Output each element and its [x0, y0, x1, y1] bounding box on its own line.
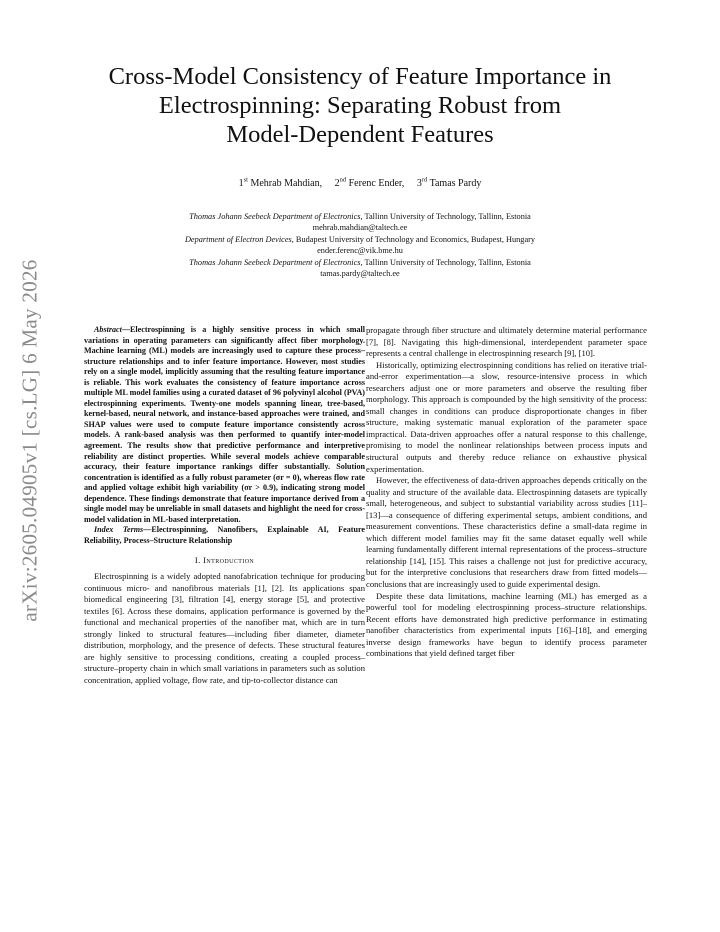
abstract-label: Abstract — [94, 325, 122, 334]
body-paragraph: However, the effectiveness of data-driven approaches depends critically on the quality and structure of the available data. Electrospinning datasets are typically small, heterogeneous, and subject to substantial variability across studies [11]–[13]—a consequence of differing experimental setups, ambient conditions, and measurement conventions. These characteristics define a small-data regime in which different model families may fit the same dataset equally well while learning fundamentally different internal representations of the process–structure relationship [14], [15]. This raises a challenge not just for predictive accuracy, but for the interpretive conclusions that researchers draw from fitted models—conclusions that are increasingly used to guide experimental design. — [366, 475, 647, 590]
right-column — [366, 325, 647, 660]
arxiv-watermark — [10, 205, 50, 675]
abstract — [84, 325, 365, 525]
title-line: Electrospinning: Separating Robust from — [158, 92, 562, 119]
affiliation-email: mehrab.mahdian@taltech.ee — [312, 223, 408, 233]
left-column — [84, 325, 365, 687]
affiliation: Department of Electron Devices, Budapest University of Technology and Economics, Budapest, Hungary — [184, 234, 536, 244]
abstract-text: —Electrospinning is a highly sensitive process in which small variations in operating parameters can significantly affect fiber morphology. Machine learning (ML) models are increasingly used to capture these process–structure relationships and to infer feature importance. However, most studies rely on a single model, implicitly assuming that the resulting feature importance is reliable. This work evaluates the consistency of feature importance across multiple ML model families using a curated dataset of 96 polyvinyl alcohol (PVA) electrospinning experiments. Twenty-one models spanning linear, tree-based, kernel-based, neural network, and instance-based approaches were trained, and SHAP values were used to compute feature importance consistently across models. A rank-based analysis was then performed to quantify inter-model agreement. The results show that predictive performance and interpretive reliability are distinct properties. While several models achieve comparable accuracy, their feature importance rankings differ substantially. Solution concentration is identified as a fully robust parameter (σr = 0), whereas flow rate and applied voltage exhibit high variability (σr > 0.9), indicating strong model dependence. These findings demonstrate that feature importance derived from a single model may be unreliable in small datasets and highlight the need for cross-model validation in ML-based interpretation. — [84, 325, 365, 524]
index-terms-text: —Electrospinning, Nanofibers, Explainable AI, Feature Reliability, Process–Structure Relationship — [84, 525, 366, 545]
author: 3rd Tamas Pardy — [416, 177, 482, 190]
author: 2nd Ferenc Ender, — [334, 177, 405, 190]
body-paragraph: propagate through fiber structure and ultimately determine material performance [7], [8]. Navigating this high-dimensional, interdependent parameter space represents a central challenge in electrospinning research [9], [10]. — [366, 325, 647, 359]
body-paragraph: Despite these data limitations, machine learning (ML) has emerged as a powerful tool for modeling electrospinning process–structure relationships. Recent efforts have demonstrated high predictive performance in estimating nanofiber characteristics from experimental inputs [16]–[18], and emerging inverse design frameworks have begun to identify process parameter combinations that yield defined target fiber — [366, 590, 647, 659]
author: 1st Mehrab Mahdian, — [238, 177, 323, 190]
title-line: Model-Dependent Features — [226, 121, 494, 148]
section-heading: I. Introduction — [194, 555, 255, 566]
affiliation-email: tamas.pardy@taltech.ee — [320, 269, 400, 279]
body-paragraph: Electrospinning is a widely adopted nanofabrication technique for producing continuous micro- and nanofibrous materials [1], [2]. Its applications span biomedical engineering [3], filtration [4], energy storage [5], and protective textiles [6]. Across these domains, application performance is governed by the functional and mechanical properties of the nanofiber mat, which are in turn strongly linked to structural features—including fiber diameter, diameter distribution, morphology, and the presence of defects. These structural features are highly sensitive to processing conditions, creating a coupled process–structure–property chain in which small variations in parameters such as solution concentration, applied voltage, flow rate, and tip-to-collector distance can — [84, 571, 365, 685]
body-paragraph: Historically, optimizing electrospinning conditions has relied on iterative trial-and-error experimentation—a slow, resource-intensive process in which researchers adjust one or more parameters and observe the resulting fiber morphology. This approach is compounded by the high sensitivity of the process: small changes in conditions can produce disproportionate changes in fiber structure, making systematic manual exploration of the parameter space impractical. Data-driven approaches offer a natural response to this challenge, promising to model the nonlinear relationships between process inputs and structural outputs and thereby reduce reliance on exhaustive physical experimentation. — [366, 359, 647, 474]
affiliations — [70, 211, 650, 279]
affiliation: Thomas Johann Seebeck Department of Electronics, Tallinn University of Technology, Tallinn, Estonia — [189, 212, 531, 221]
affiliation: Thomas Johann Seebeck Department of Electronics, Tallinn University of Technology, Tallinn, Estonia — [189, 257, 531, 267]
index-terms-label: Index Terms — [94, 525, 144, 535]
author-list — [80, 177, 640, 189]
index-terms — [84, 525, 365, 546]
arxiv-id: arXiv:2605.04905v1 [cs.LG] 6 May 2026 — [17, 258, 42, 622]
title-line: Cross-Model Consistency of Feature Importance in — [108, 63, 612, 90]
affiliation-email: ender.ferenc@vik.bme.hu — [317, 246, 403, 256]
paper-title — [60, 62, 660, 149]
